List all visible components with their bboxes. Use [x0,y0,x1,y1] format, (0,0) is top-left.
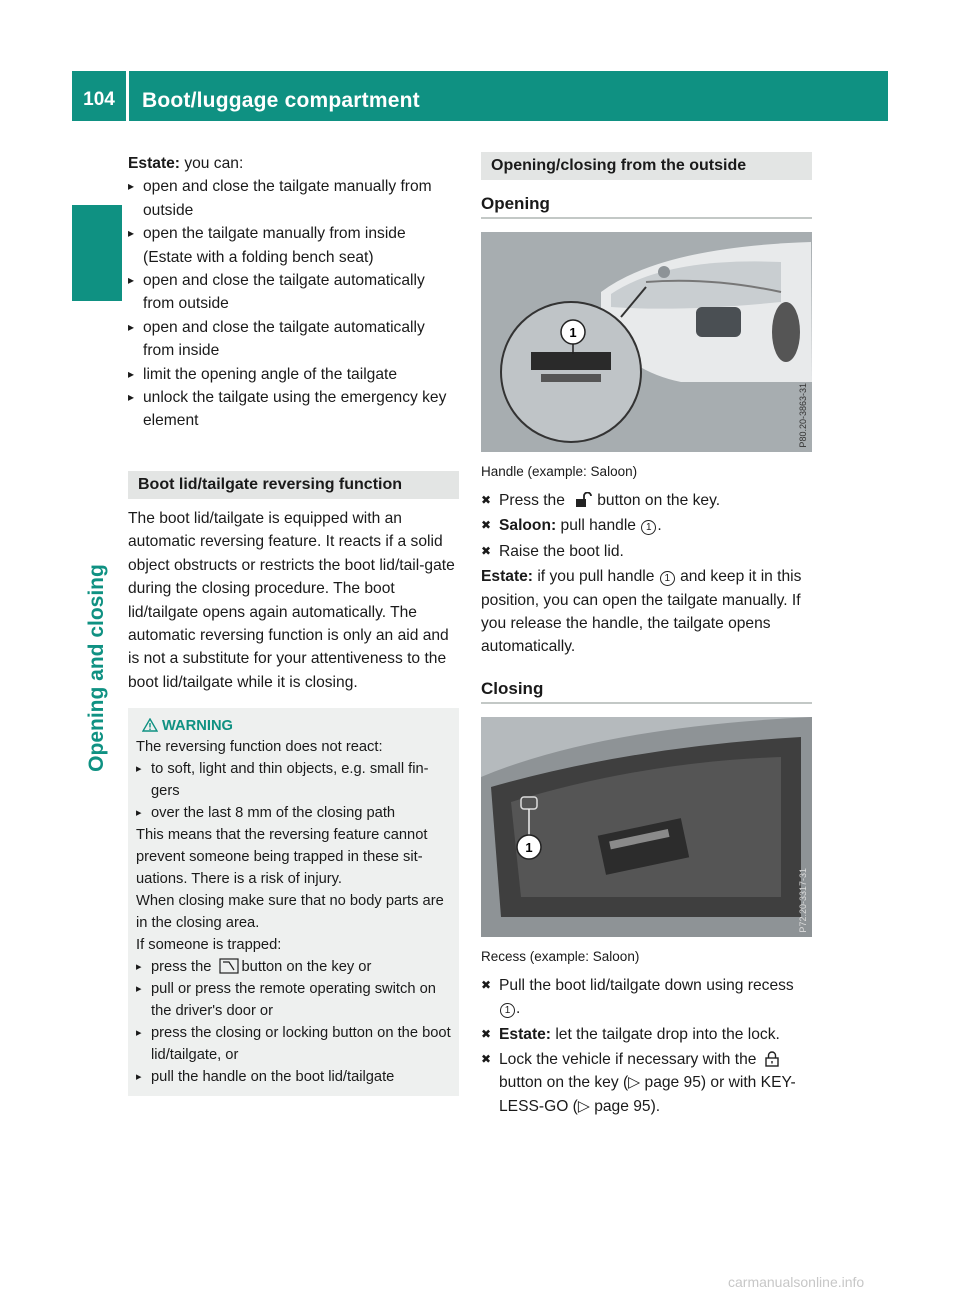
list-item: ▸ to soft, light and thin objects, e.g. small fin-gers [136,758,451,802]
section-heading: Opening/closing from the outside [481,152,812,180]
boot-lid-interior-illustration [481,717,812,937]
step-item: ✖ Raise the boot lid. [481,540,812,563]
callout-1-ref: 1 [500,1003,515,1018]
callout-1: 1 [525,839,533,855]
page-header [72,71,888,121]
list-item: ▸ over the last 8 mm of the closing path [136,802,451,824]
left-column [128,152,459,1096]
car-rear-illustration [481,232,812,452]
list-item: ▸ open and close the tailgate automatically from outside [128,269,459,316]
side-tab-block [72,205,122,301]
estate-intro: Estate: you can: [128,155,244,172]
warning-box [128,708,459,1096]
figure-caption: Recess (example: Saloon) [481,948,640,964]
page-title: Boot/luggage compartment [142,89,420,112]
step-item: ✖ Press the button on the key. [481,489,812,512]
figure-code: P72.20-3317-31 [798,868,808,933]
list-item: ▸ open and close the tailgate automatically from inside [128,316,459,363]
warning-title: WARNING [136,718,451,734]
boot-lid-button-icon [219,958,239,974]
opening-subheading: Opening [481,194,812,219]
step-item: ✖ Pull the boot lid/tailgate down using recess 1 . [481,974,812,1021]
estate-note: Estate: if you pull handle 1 and keep it in this position, you can open the tailgate manually. If you release the handle, the tailgate opens automatically. [481,568,802,656]
list-item: ▸ open and close the tailgate manually from outside [128,175,459,222]
warning-icon [142,718,158,732]
list-item: ▸ pull the handle on the boot lid/tailgate [136,1066,451,1088]
watermark: carmanualsonline.info [728,1274,865,1290]
page-ref-arrow-icon: ▷ [577,1097,590,1115]
closing-subheading: Closing [481,679,812,704]
list-item: ▸ press the closing or locking button on the boot lid/tailgate, or [136,1022,451,1066]
warning-para: When closing make sure that no body parts are in the closing area. [136,893,444,932]
side-tab-label: Opening and closing [85,564,108,772]
step-item: ✖ Lock the vehicle if necessary with the button on the key (▷ page 95) or with KEY-LESS-GO (▷ page 95). [481,1048,812,1118]
reversing-heading: Boot lid/tailgate reversing function [128,471,459,499]
step-item: ✖ Saloon: pull handle 1 . [481,514,812,537]
header-divider [126,71,129,121]
unlock-icon [574,492,592,508]
warning-para: If someone is trapped: [136,937,282,954]
callout-1-ref: 1 [660,571,675,586]
callout-1: 1 [569,325,577,340]
list-item: ▸ unlock the tailgate using the emergency key element [128,386,459,433]
lock-icon [765,1051,779,1067]
list-item: ▸ press the button on the key or [136,956,451,978]
handle-figure [481,232,812,452]
figure-code: P80.20-3863-31 [798,383,808,448]
recess-figure [481,717,812,937]
callout-1-ref: 1 [641,520,656,535]
list-item: ▸ pull or press the remote operating switch on the driver's door or [136,978,451,1022]
reversing-text: The boot lid/tailgate is equipped with an automatic reversing feature. It reacts if a solid object obstructs or restricts the boot lid/tail-gate during the closing procedure. The boot lid/tailgate opens again automatically. The automatic reversing function is only an aid and is not a substitute for your attentiveness to the boot lid/tailgate while it is closing. [128,509,455,691]
list-item: ▸ open the tailgate manually from inside (Estate with a folding bench seat) [128,222,459,269]
warning-para: This means that the reversing feature cannot prevent someone being trapped in these sit-uations. There is a risk of injury. [136,827,428,888]
list-item: ▸ limit the opening angle of the tailgate [128,363,459,386]
right-column [481,152,812,1120]
page-number: 104 [83,89,115,110]
figure-caption: Handle (example: Saloon) [481,464,638,479]
page-ref-arrow-icon: ▷ [628,1074,641,1092]
step-item: ✖ Estate: let the tailgate drop into the lock. [481,1023,812,1046]
warning-intro: The reversing function does not react: [136,739,383,756]
